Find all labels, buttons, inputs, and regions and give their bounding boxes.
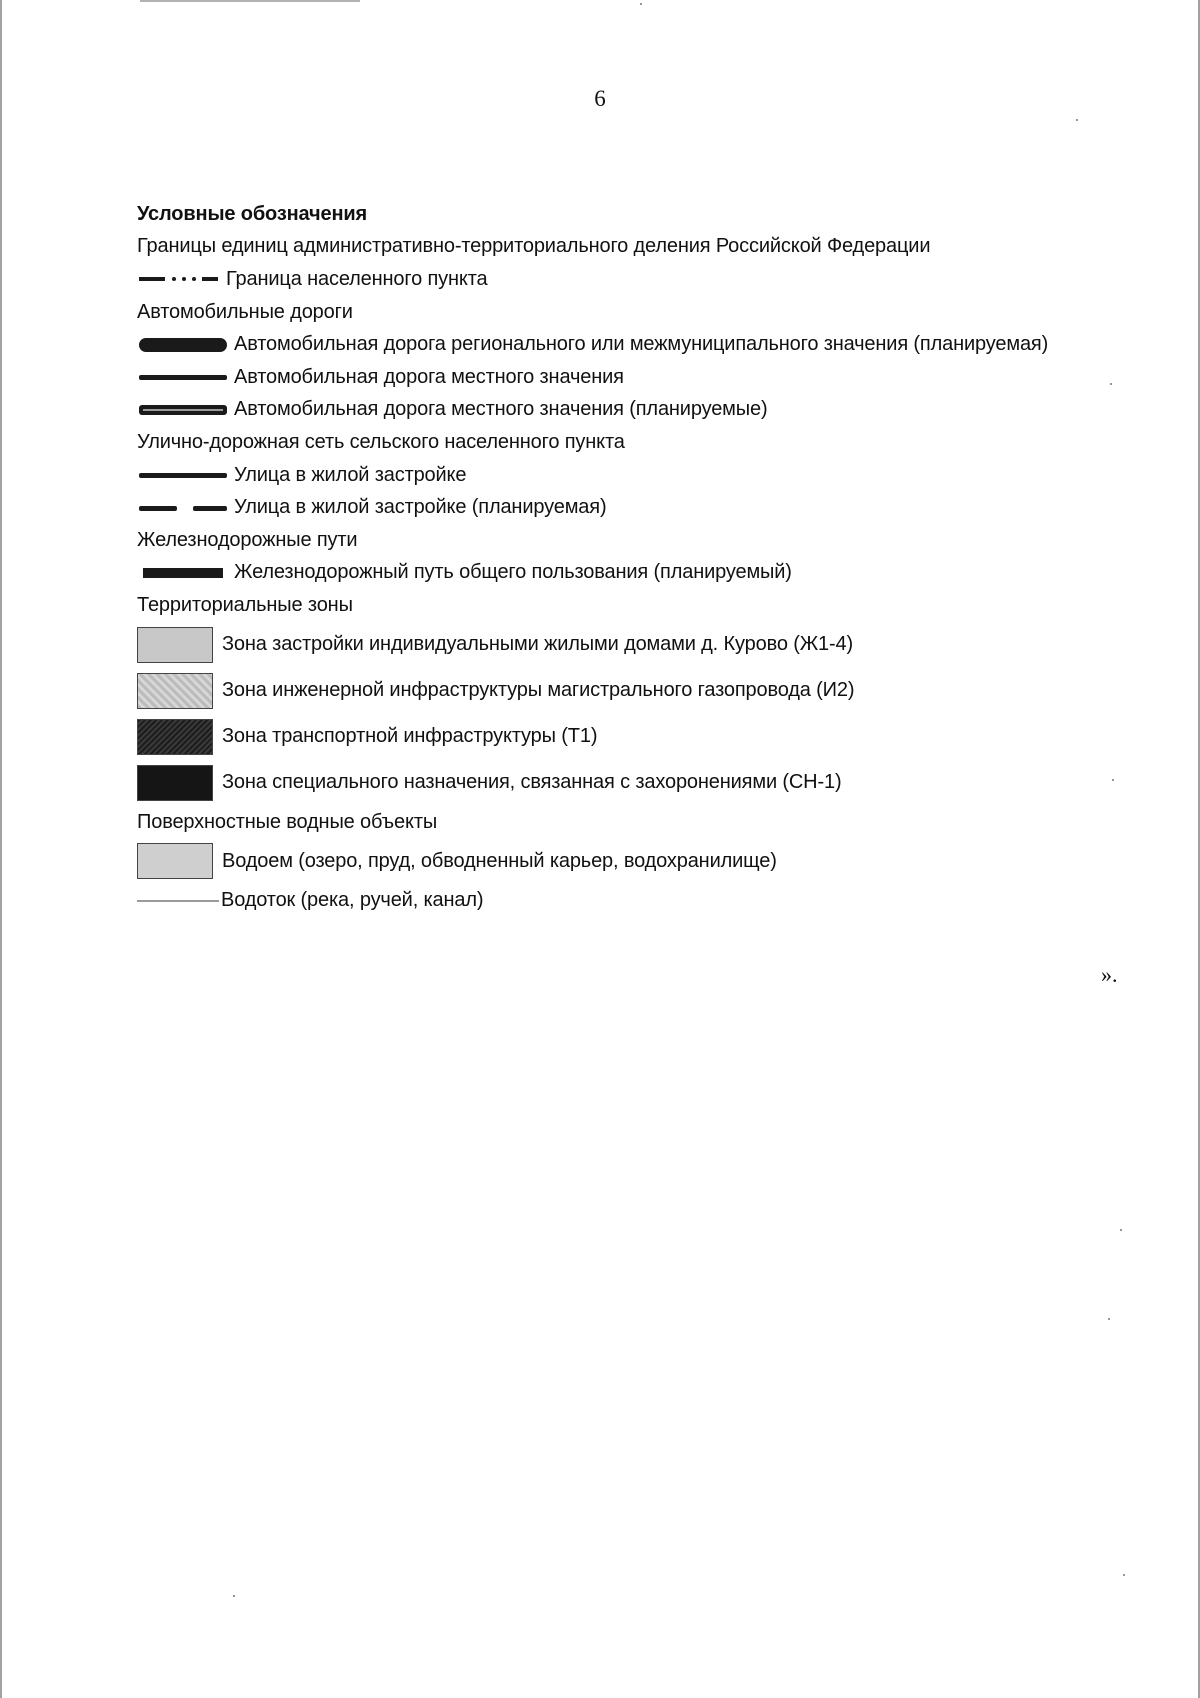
scan-speck	[1076, 119, 1078, 121]
thick-rounded-line-symbol	[137, 337, 229, 353]
legend-label-street-residential: Улица в жилой застройке	[234, 463, 467, 486]
page-number: 6	[594, 86, 606, 111]
legend-item-road-local-planned	[137, 394, 1187, 427]
water-body-swatch	[137, 843, 213, 879]
legend-title-row	[137, 198, 1187, 231]
legend-label-zone-special: Зона специального назначения, связанная с захоронениями (СН-1)	[222, 771, 842, 794]
legend-item-zone-transport	[137, 714, 1187, 760]
legend-item-road-regional	[137, 328, 1187, 361]
legend-item-rail-public-planned	[137, 557, 1187, 590]
legend-item-road-local	[137, 361, 1187, 394]
legend-label-zone-transport: Зона транспортной инфраструктуры (Т1)	[222, 725, 598, 748]
scan-speck	[233, 1595, 235, 1597]
legend-heading-row	[137, 589, 1187, 622]
legend-heading-boundaries: Границы единиц административно-территориального деления Российской Федерации	[137, 235, 931, 258]
solid-line-symbol	[137, 371, 229, 383]
legend-label-road-local: Автомобильная дорога местного значения	[234, 365, 624, 388]
legend-label-road-local-planned: Автомобильная дорога местного значения (планируемые)	[234, 398, 768, 421]
legend-item-water-body	[137, 838, 1187, 884]
legend	[137, 198, 1187, 917]
scan-speck	[1112, 779, 1114, 781]
legend-heading-rail: Железнодорожные пути	[137, 528, 358, 551]
dashed-line-symbol	[137, 502, 229, 514]
legend-label-street-residential-planned: Улица в жилой застройке (планируемая)	[234, 496, 607, 519]
legend-heading-row	[137, 231, 1187, 264]
legend-heading-zones: Территориальные зоны	[137, 593, 353, 616]
legend-label-water-body: Водоем (озеро, пруд, обводненный карьер, водохранилище)	[222, 849, 777, 872]
double-line-symbol	[137, 403, 229, 417]
legend-title: Условные обозначения	[137, 202, 368, 225]
scan-speck	[1110, 383, 1112, 385]
legend-heading-row	[137, 524, 1187, 557]
legend-item-street-residential	[137, 459, 1187, 492]
legend-heading-row	[137, 426, 1187, 459]
zone-special-swatch	[137, 765, 213, 801]
legend-heading-street-network: Улично-дорожная сеть сельского населенного пункта	[137, 430, 625, 453]
scan-speck	[1123, 1574, 1125, 1576]
legend-label-zone-gas: Зона инженерной инфраструктуры магистрального газопровода (И2)	[222, 679, 855, 702]
scan-edge-top	[140, 0, 360, 2]
scan-speck	[1108, 1318, 1110, 1320]
legend-item-watercourse	[137, 884, 1187, 917]
scan-edge-left	[0, 0, 2, 1698]
legend-label-zone-zh: Зона застройки индивидуальными жилыми домами д. Курово (Ж1-4)	[222, 633, 853, 656]
legend-heading-roads: Автомобильные дороги	[137, 300, 353, 323]
zone-residential-swatch	[137, 627, 213, 663]
legend-label-settlement-border: Граница населенного пункта	[226, 267, 488, 290]
legend-item-zone-gas	[137, 668, 1187, 714]
scan-speck	[1120, 1229, 1122, 1231]
scan-speck	[640, 3, 642, 5]
dash-dot-line-symbol	[137, 272, 221, 286]
closing-quote: ».	[1101, 962, 1118, 987]
bar-symbol	[137, 566, 229, 580]
thin-line-symbol	[137, 897, 221, 905]
zone-transport-swatch	[137, 719, 213, 755]
legend-item-settlement-border	[137, 263, 1187, 296]
legend-heading-row	[137, 806, 1187, 839]
legend-item-zone-zh	[137, 622, 1187, 668]
legend-heading-row	[137, 296, 1187, 329]
legend-label-road-regional: Автомобильная дорога регионального или межмуниципального значения (планируемая)	[234, 333, 1049, 356]
legend-heading-water: Поверхностные водные объекты	[137, 810, 438, 833]
legend-item-zone-special	[137, 760, 1187, 806]
legend-label-rail-public-planned: Железнодорожный путь общего пользования (планируемый)	[234, 561, 792, 584]
zone-gas-pipeline-swatch	[137, 673, 213, 709]
legend-label-watercourse: Водоток (река, ручей, канал)	[221, 889, 484, 912]
solid-line-symbol	[137, 469, 229, 481]
legend-item-street-residential-planned	[137, 491, 1187, 524]
